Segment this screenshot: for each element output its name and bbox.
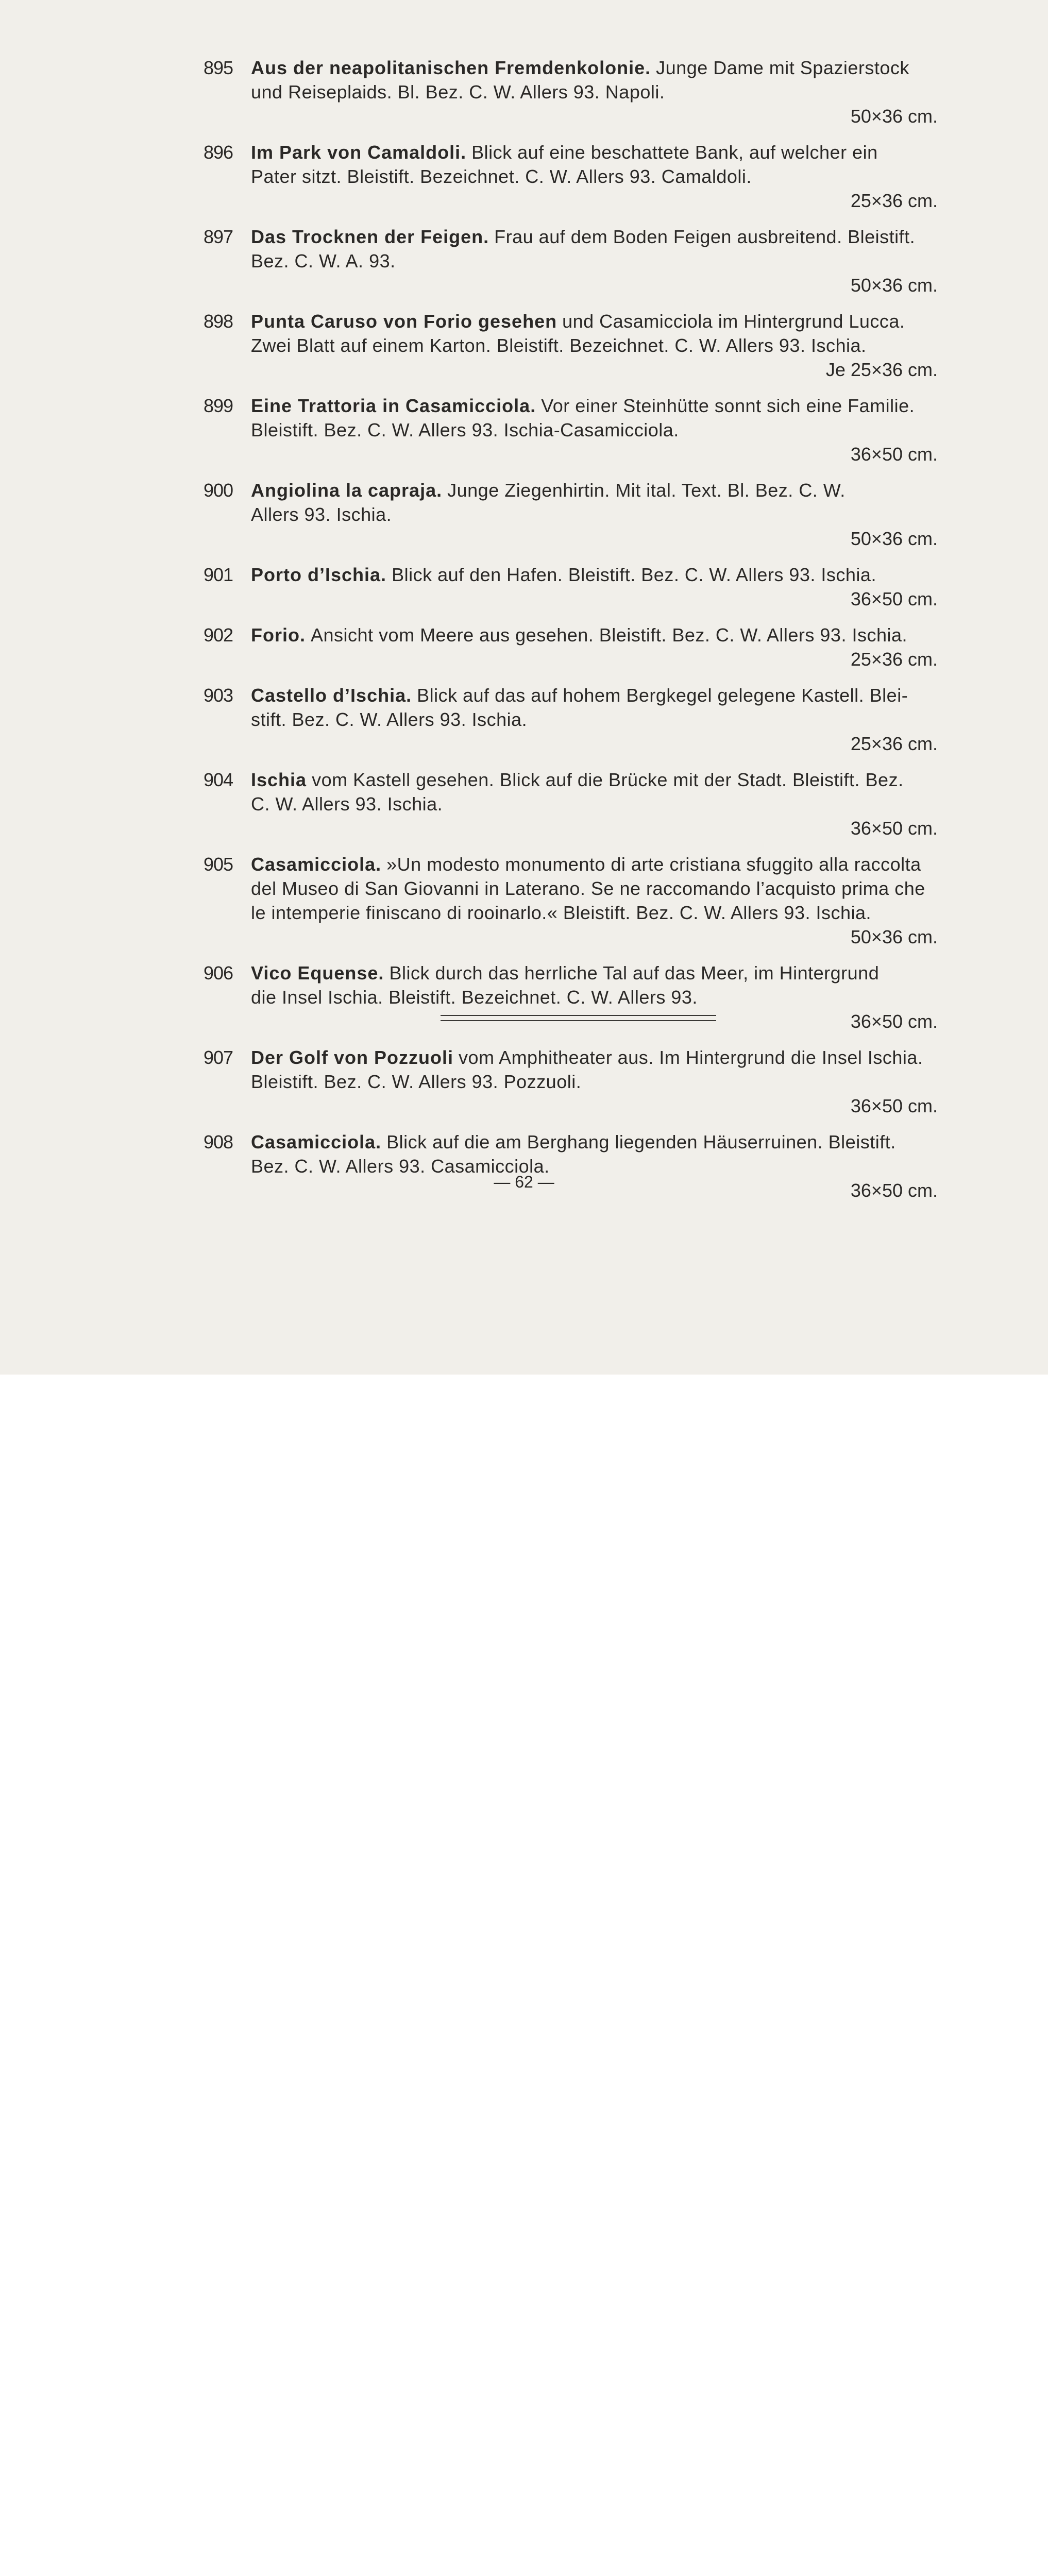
entry-body <box>251 683 958 756</box>
entry-description: Frau auf dem Boden Feigen ausbreitend. Bleistift. <box>494 226 916 247</box>
page-number: — 62 — <box>494 1173 554 1191</box>
entry-description: Blick auf eine beschattete Bank, auf welcher ein <box>471 142 878 163</box>
entry-body <box>251 1045 958 1118</box>
entry-description: le intemperie finiscano di rooinarlo.« Bleistift. Bez. C. W. Allers 93. Ischia. <box>251 902 872 923</box>
entry-title: Das Trocknen der Feigen. <box>251 226 489 247</box>
entry-line <box>251 56 958 80</box>
entry-size: 50×36 cm. <box>850 106 938 127</box>
entry-line <box>251 707 958 732</box>
entry-number: 908 <box>204 1131 233 1153</box>
entry-body <box>251 309 958 382</box>
entry-size: 36×50 cm. <box>850 444 938 465</box>
rule-line <box>441 1015 716 1016</box>
entry-body <box>251 140 958 213</box>
entry-title: Angiolina la capraja. <box>251 480 443 501</box>
entry-description: die Insel Ischia. Bleistift. Bezeichnet. C. W. Allers 93. <box>251 987 698 1008</box>
entry-title: Casamicciola. <box>251 1131 382 1153</box>
entry-title: Forio. <box>251 624 306 646</box>
entry-line <box>251 140 958 164</box>
entry-line <box>251 1070 958 1094</box>
entry-line <box>251 623 958 647</box>
catalog-entry <box>204 140 958 213</box>
entry-number: 898 <box>204 311 233 332</box>
entry-line <box>251 394 958 418</box>
entry-description: stift. Bez. C. W. Allers 93. Ischia. <box>251 709 528 730</box>
entry-line <box>251 876 958 901</box>
entry-line <box>251 502 958 527</box>
catalog-entry <box>204 309 958 382</box>
entry-body <box>251 478 958 551</box>
entry-line <box>251 164 958 189</box>
entry-line <box>251 961 958 985</box>
entry-line <box>251 792 958 816</box>
entry-number: 902 <box>204 624 233 646</box>
catalog-entry <box>204 1045 958 1118</box>
entry-number: 903 <box>204 685 233 706</box>
entry-line <box>251 249 958 273</box>
entry-description: Junge Dame mit Spazierstock <box>656 57 909 78</box>
entry-line <box>251 985 958 1009</box>
entry-number: 895 <box>204 57 233 78</box>
entry-size: 50×36 cm. <box>850 926 938 947</box>
entry-size: 36×50 cm. <box>850 1011 938 1032</box>
entry-description: Bez. C. W. A. 93. <box>251 250 396 272</box>
entry-description: Bleistift. Bez. C. W. Allers 93. Pozzuoli. <box>251 1071 582 1092</box>
entry-size: 25×36 cm. <box>850 649 938 670</box>
entry-title: Der Golf von Pozzuoli <box>251 1047 454 1068</box>
entry-description: C. W. Allers 93. Ischia. <box>251 793 443 815</box>
entry-line <box>251 418 958 442</box>
entry-body <box>251 394 958 466</box>
entry-number: 901 <box>204 564 233 585</box>
catalog-entries <box>204 56 958 1214</box>
entry-size: 25×36 cm. <box>850 190 938 211</box>
entry-description: Blick durch das herrliche Tal auf das Meer, im Hintergrund <box>389 962 880 984</box>
catalog-entry <box>204 56 958 128</box>
catalog-entry <box>204 852 958 949</box>
entry-size: Je 25×36 cm. <box>825 359 938 380</box>
entry-description: Allers 93. Ischia. <box>251 504 392 525</box>
entry-description: vom Amphitheater aus. Im Hintergrund die Insel Ischia. <box>459 1047 923 1068</box>
entry-description: »Un modesto monumento di arte cristiana sfuggito alla raccolta <box>386 854 921 875</box>
entry-title: Aus der neapolitanischen Fremdenkolonie. <box>251 57 651 78</box>
entry-number: 896 <box>204 142 233 163</box>
entry-line <box>251 852 958 876</box>
entry-body <box>251 852 958 949</box>
entry-line <box>251 563 958 587</box>
entry-body <box>251 56 958 128</box>
entry-description: vom Kastell gesehen. Blick auf die Brücke mit der Stadt. Bleistift. Bez. <box>312 769 904 790</box>
footer-bar <box>0 1375 1048 1451</box>
entry-title: Casamicciola. <box>251 854 382 875</box>
entry-number: 907 <box>204 1047 233 1068</box>
entry-title: Punta Caruso von Forio gesehen <box>251 311 557 332</box>
entry-title: Ischia <box>251 769 307 790</box>
entry-line <box>251 80 958 104</box>
entry-line <box>251 901 958 925</box>
catalog-entry <box>204 225 958 297</box>
catalog-entry <box>204 623 958 671</box>
entry-line <box>251 309 958 333</box>
entry-line <box>251 683 958 707</box>
entry-description: und Reiseplaids. Bl. Bez. C. W. Allers 93. Napoli. <box>251 81 665 103</box>
catalog-entry <box>204 768 958 840</box>
entry-title: Porto d’Ischia. <box>251 564 387 585</box>
entry-number: 900 <box>204 480 233 501</box>
entry-description: Ansicht vom Meere aus gesehen. Bleistift. Bez. C. W. Allers 93. Ischia. <box>311 624 907 646</box>
entry-description: Blick auf das auf hohem Bergkegel gelegene Kastell. Blei- <box>417 685 908 706</box>
entry-description: del Museo di San Giovanni in Laterano. Se ne raccomando l’acquisto prima che <box>251 878 925 899</box>
entry-line <box>251 333 958 358</box>
rule-line <box>441 1020 716 1021</box>
entry-description: Blick auf die am Berghang liegenden Häuserruinen. Bleistift. <box>386 1131 896 1153</box>
catalog-entry <box>204 478 958 551</box>
entry-number: 906 <box>204 962 233 984</box>
entry-description: Junge Ziegenhirtin. Mit ital. Text. Bl. Bez. C. W. <box>447 480 846 501</box>
entry-line <box>251 1045 958 1070</box>
entry-description: Bleistift. Bez. C. W. Allers 93. Ischia-Casamicciola. <box>251 419 679 440</box>
entry-description: Blick auf den Hafen. Bleistift. Bez. C. W. Allers 93. Ischia. <box>392 564 876 585</box>
entry-description: und Casamicciola im Hintergrund Lucca. <box>562 311 905 332</box>
entry-body <box>251 225 958 297</box>
entry-line <box>251 1130 958 1154</box>
entry-size: 50×36 cm. <box>850 528 938 549</box>
catalog-entry <box>204 394 958 466</box>
entry-description: Pater sitzt. Bleistift. Bezeichnet. C. W. Allers 93. Camaldoli. <box>251 166 752 187</box>
entry-size: 36×50 cm. <box>850 1180 938 1201</box>
entry-number: 897 <box>204 226 233 247</box>
entry-line <box>251 225 958 249</box>
entry-description: Bez. C. W. Allers 93. Casamicciola. <box>251 1156 550 1177</box>
entry-number: 899 <box>204 395 233 416</box>
entry-body <box>251 563 958 611</box>
entry-size: 50×36 cm. <box>850 275 938 296</box>
entry-title: Im Park von Camaldoli. <box>251 142 467 163</box>
entry-body <box>251 768 958 840</box>
entry-title: Eine Trattoria in Casamicciola. <box>251 395 536 416</box>
entry-number: 904 <box>204 769 233 790</box>
entry-description: Vor einer Steinhütte sonnt sich eine Familie. <box>541 395 915 416</box>
catalog-entry <box>204 683 958 756</box>
double-rule <box>441 1015 716 1025</box>
entry-line <box>251 768 958 792</box>
entry-title: Castello d’Ischia. <box>251 685 412 706</box>
entry-body <box>251 623 958 671</box>
entry-description: Zwei Blatt auf einem Karton. Bleistift. Bezeichnet. C. W. Allers 93. Ischia. <box>251 335 867 356</box>
entry-line <box>251 478 958 502</box>
entry-size: 36×50 cm. <box>850 588 938 609</box>
entry-size: 36×50 cm. <box>850 1095 938 1116</box>
entry-size: 25×36 cm. <box>850 733 938 754</box>
entry-title: Vico Equense. <box>251 962 384 984</box>
catalog-entry <box>204 563 958 611</box>
entry-number: 905 <box>204 854 233 875</box>
entry-size: 36×50 cm. <box>850 818 938 839</box>
